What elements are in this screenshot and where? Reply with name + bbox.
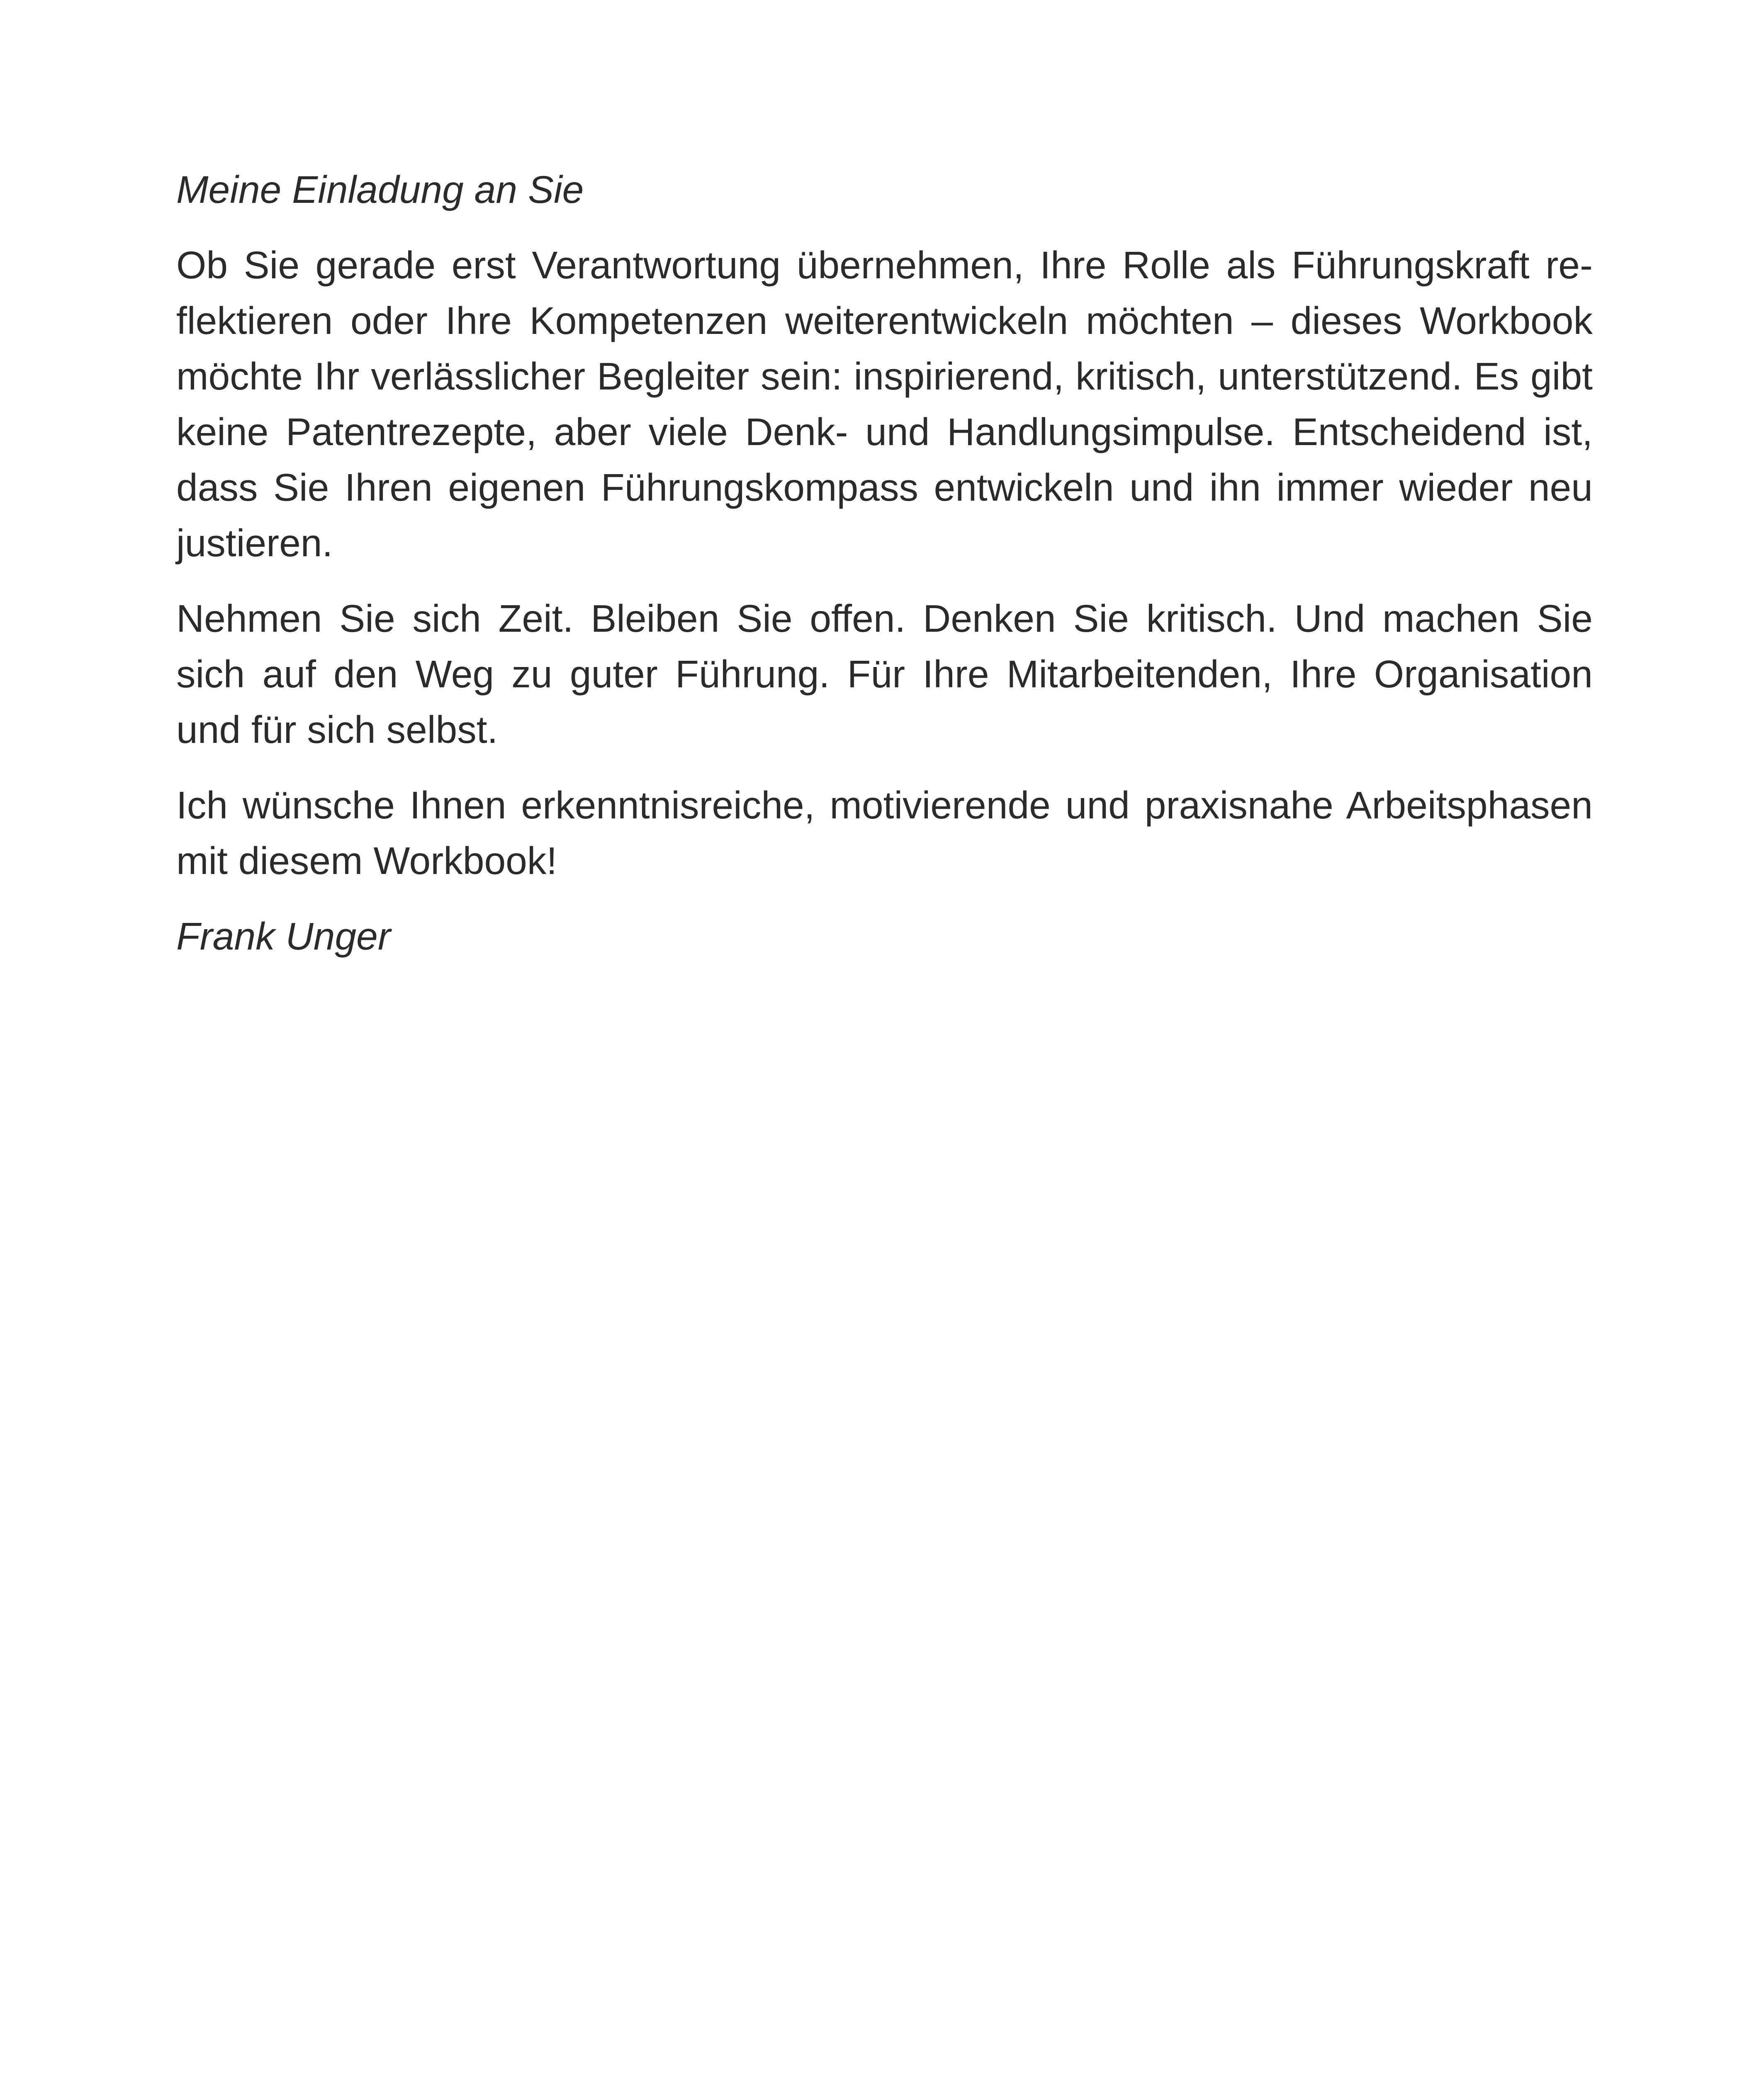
section-heading: Meine Einladung an Sie — [176, 168, 584, 211]
text-column — [176, 162, 1593, 964]
paragraph-wishes: Ich wünsche Ihnen erkenntnisreiche, motivierende und praxisnahe Arbeitsphasen mit diesem Workbook! — [176, 784, 1593, 882]
paragraph-encouragement: Nehmen Sie sich Zeit. Bleiben Sie offen. Denken Sie kritisch. Und machen Sie sich auf den Weg zu guter Führung. Für Ihre Mitarbeitenden, Ihre Organisation und für sich selbst. — [176, 597, 1593, 751]
paragraph-intro: Ob Sie gerade erst Verantwortung übernehmen, Ihre Rolle als Führungskraft reflektieren oder Ihre Kompetenzen weiterentwickeln möchten – dieses Workbook möchte Ihr verlässlicher Begleiter sein: inspirierend, kritisch, unterstützend. Es gibt keine Patentrezepte, aber viele Denk- und Handlungsimpulse. Entscheidend ist, dass Sie Ihren eigenen Führungskompass entwickeln und ihn immer wieder neu justieren. — [176, 243, 1593, 565]
author-signature: Frank Unger — [176, 915, 391, 958]
